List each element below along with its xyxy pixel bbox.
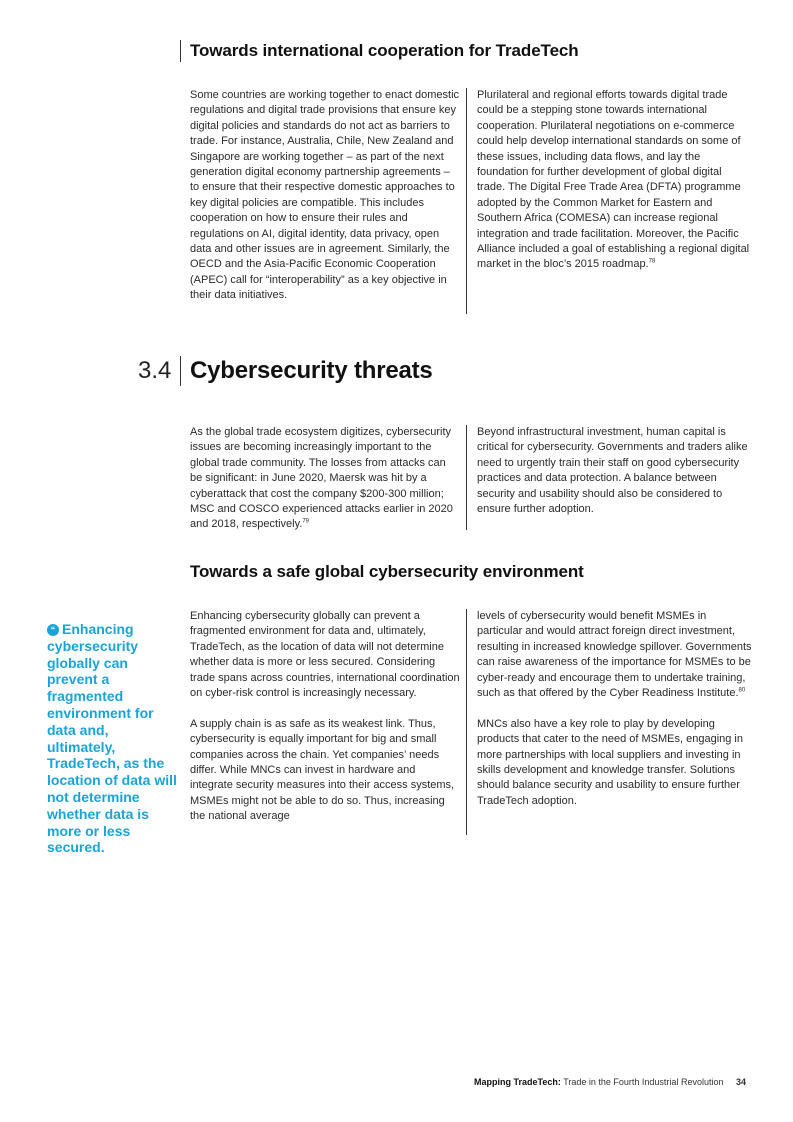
- section2-column-1: [190, 425, 460, 533]
- pull-quote-text: Enhancing cybersecurity globally can prevent a fragmented environment for data and, ultimately, TradeTech, as the location of data will not determine whether data is more or less secured.: [47, 621, 177, 856]
- section3-column-1: [190, 609, 460, 825]
- section2-heading-rule: [180, 356, 181, 386]
- section1-heading: Towards international cooperation for TradeTech: [190, 41, 579, 60]
- footer-title-bold: Mapping TradeTech:: [474, 1077, 561, 1087]
- section3-column-2: [477, 609, 752, 809]
- section3-column-rule: [466, 609, 467, 835]
- footnote-ref[interactable]: 79: [302, 518, 309, 525]
- page-number: 34: [735, 1077, 746, 1087]
- section1-col2-text: Plurilateral and regional efforts towards digital trade could be a stepping stone towards international cooperation. Plurilateral negotiations on e-commerce could help develop international standards on some of these issues, including data flows, and lay the foundation for further development of global digital trade. The Digital Free Trade Area (DFTA) programme adopted by the Common Market for Eastern and Southern Africa (COMESA) can increase regional integration and trade facilitation. Moreover, the Pacific Alliance included a goal of establishing a regional digital market in the bloc’s 2015 roadmap.$^{78}$: [477, 89, 750, 271]
- footer-title: Trade in the Fourth Industrial Revolution: [560, 1077, 724, 1087]
- section-title: Cybersecurity threats: [190, 357, 433, 384]
- section2-col1-text: As the global trade ecosystem digitizes, cybersecurity issues are becoming increasingly important to the global trade community. The losses from attacks can be significant: in June 2020, Maersk was hit by a cyberattack that cost the company $200-300 million; MSC and COSCO experienced attacks earlier in 2020 and 2018, respectively.$^{79}$: [190, 426, 453, 531]
- section3-col1-paragraph-2: A supply chain is as safe as its weakest link. Thus, cybersecurity is equally important for big and small companies across the chain. Yet companies’ needs differ. While MNCs can invest in hardware and integrate security measures into their access systems, MSMEs might not be able to do so. Thus, increasing the national average: [190, 717, 455, 823]
- footnote-ref[interactable]: 78: [648, 258, 656, 265]
- footnote-ref[interactable]: 80: [738, 687, 746, 694]
- section3-heading: Towards a safe global cybersecurity environment: [190, 562, 584, 581]
- section3-col2-paragraph-2: MNCs also have a key role to play by developing products that cater to the need of MSMEs, engaging in more partnerships with local suppliers and investing in skills development and knowledge transfer. Solutions should balance security and usability to ensure further TradeTech adoption.: [477, 717, 743, 807]
- quote-icon: “: [47, 624, 59, 636]
- section3-col2-paragraph-1: levels of cybersecurity would benefit MSMEs in particular and would attract foreign direct investment, resulting in increased knowledge spillover. Governments can raise awareness of the importance for MSMEs to be cyber-ready and encourage them to undertake training, such as that offered by the Cyber Readiness Institute.$^{80}$: [477, 610, 752, 700]
- section2-column-2: [477, 425, 752, 517]
- section-number: 3.4: [138, 357, 172, 384]
- section2-col2-text: Beyond infrastructural investment, human capital is critical for cybersecurity. Governments and traders alike need to urgently train their staff on good cybersecurity practices and data protection. A balance between security and usability should also be considered to ensure further adoption.: [477, 426, 748, 516]
- section1-column-1: [190, 88, 460, 304]
- section3-col1-paragraph-1: Enhancing cybersecurity globally can prevent a fragmented environment for data and, ultimately, TradeTech, as the location of data will not determine whether data is more or less secured. Considering trade spans across countries, international coordination on cyber-risk control is increasingly necessary.: [190, 610, 460, 700]
- section1-col1-text: Some countries are working together to enact domestic regulations and digital trade provisions that ensure key digital policies and standards do not act as barriers to trade. For instance, Australia, Chile, New Zealand and Singapore are working together – as part of the next generation digital economy partnership agreements – to ensure that their respective domestic approaches to key digital policies are compatible. This includes cooperation on how to ensure their rules and regulations on AI, digital identity, data privacy, open data and other issues are in agreement. Similarly, the OECD and the Asia-Pacific Economic Cooperation (APEC) call for “interoperability” as a key objective in their data initiatives.: [190, 89, 460, 302]
- page-footer: [474, 1077, 746, 1087]
- section1-heading-rule: [180, 40, 181, 62]
- pull-quote: [47, 621, 177, 856]
- section2-column-rule: [466, 425, 467, 530]
- section1-column-rule: [466, 88, 467, 314]
- section1-column-2: [477, 88, 752, 273]
